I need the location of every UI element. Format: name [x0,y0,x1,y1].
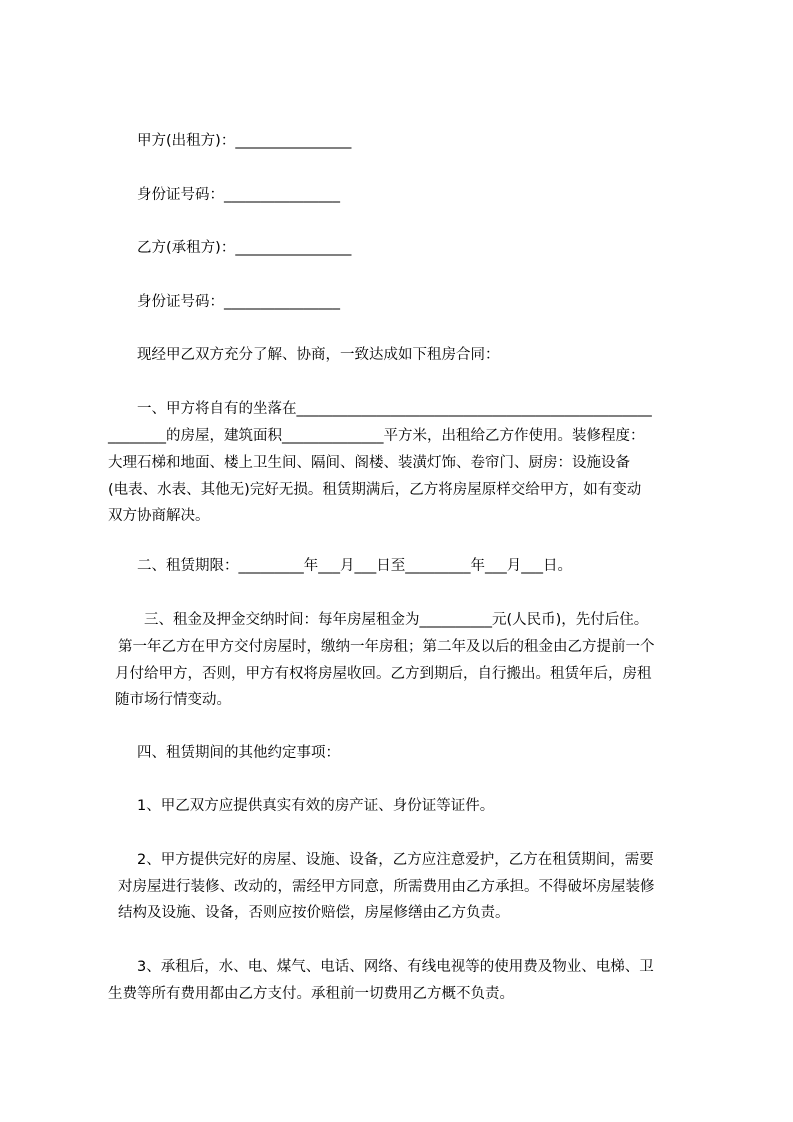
clause-4-item-3-line: 生费等所有费用都由乙方支付。承租前一切费用乙方概不负责。 [108,986,514,1002]
party-a-id-line: 身份证号码：________________ [137,187,340,203]
clause-2: 二、租赁期限：_________年___月___日至_________年___月___日。 [137,558,572,574]
clause-1-line: 大理石梯和地面、楼上卫生间、隔间、阁楼、装潢灯饰、卷帘门、厨房：设施设备 [108,455,630,471]
clause-4-item-2-line: 对房屋进行装修、改动的，需经甲方同意，所需费用由乙方承担。不得破坏房屋装修 [118,879,655,895]
clause-4-item-1: 1、甲乙双方应提供真实有效的房产证、身份证等证件。 [137,798,495,814]
party-a-line: 甲方(出租方)：________________ [137,133,352,149]
intro-paragraph: 现经甲乙双方充分了解、协商，一致达成如下租房合同： [137,347,500,363]
clause-1-line: (电表、水表、其他无)完好无损。租赁期满后，乙方将房屋原样交给甲方，如有变动 [108,482,642,498]
clause-3-line: 随市场行情变动。 [115,692,231,708]
clause-4-item-2-line: 结构及设施、设备，否则应按价赔偿，房屋修缮由乙方负责。 [118,905,510,921]
clause-3-line: 月付给甲方，否则，甲方有权将房屋收回。乙方到期后，自行搬出。租赁年后，房租 [115,666,652,682]
clause-1-line: ________的房屋，建筑面积______________平方米，出租给乙方作使用。装修程度： [108,428,645,444]
clause-3-line: 第一年乙方在甲方交付房屋时，缴纳一年房租；第二年及以后的租金由乙方提前一个 [118,639,655,655]
clause-1-line: 双方协商解决。 [108,508,210,524]
clause-4-title: 四、租赁期间的其他约定事项： [137,745,340,761]
party-b-id-line: 身份证号码：________________ [137,294,340,310]
clause-1-line: 一、甲方将自有的坐落在_________________________________________________ [137,401,652,417]
clause-3-line: 三、租金及押金交纳时间：每年房屋租金为__________元(人民币)，先付后住。 [144,612,649,628]
clause-4-item-3-line: 3、承租后，水、电、煤气、电话、网络、有线电视等的使用费及物业、电梯、卫 [137,959,654,975]
clause-4-item-2-line: 2、甲方提供完好的房屋、设施、设备，乙方应注意爱护，乙方在租赁期间，需要 [137,852,654,868]
party-b-line: 乙方(承租方)：________________ [137,240,352,256]
